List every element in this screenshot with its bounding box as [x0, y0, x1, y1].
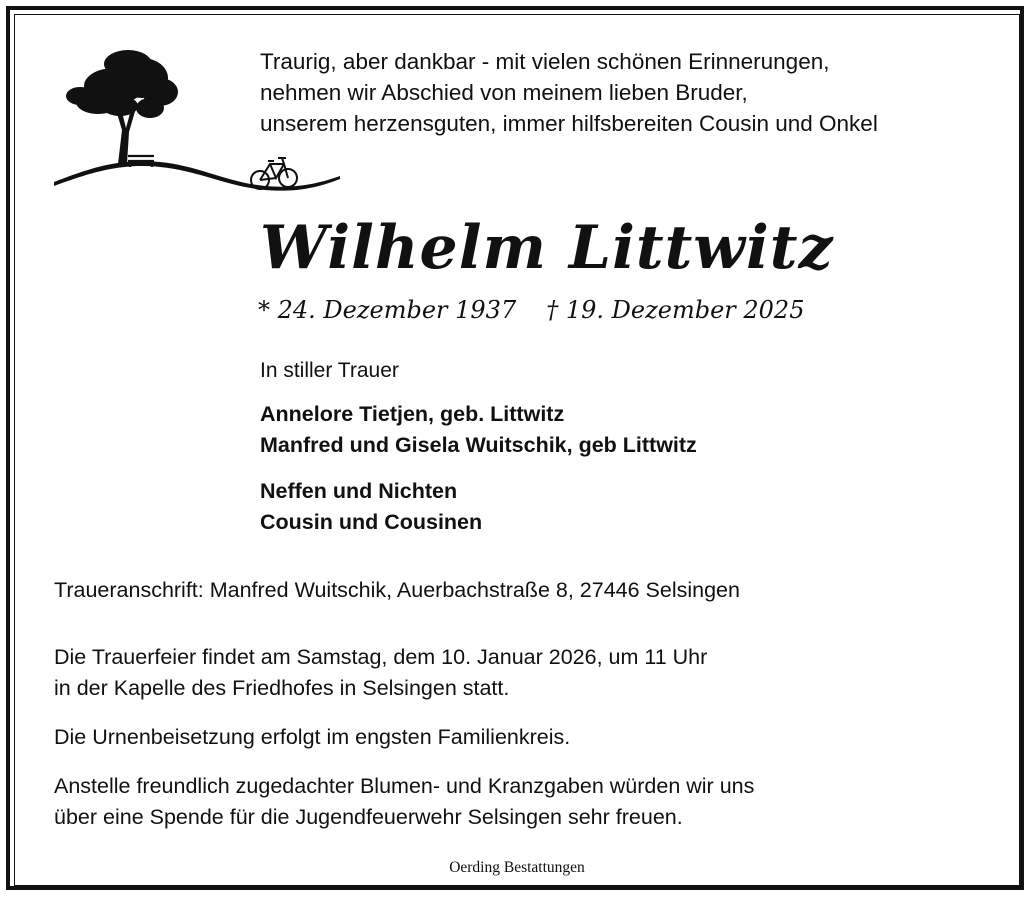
intro-line: unserem herzensguten, immer hilfsbereiten Cousin und Onkel — [260, 111, 878, 136]
mourning-address: Traueranschrift: Manfred Wuitschik, Auerbachstraße 8, 27446 Selsingen — [54, 578, 740, 602]
mourners-family — [260, 399, 697, 461]
burial-note: Die Urnenbeisetzung erfolgt im engsten Familienkreis. — [54, 725, 571, 749]
mourning-label: In stiller Trauer — [260, 359, 399, 382]
intro-text — [260, 46, 878, 139]
funeral-home: Oerding Bestattungen — [449, 859, 585, 876]
mourner-line: Manfred und Gisela Wuitschik, geb Littwitz — [260, 433, 697, 457]
ceremony-info — [54, 642, 707, 704]
intro-line: Traurig, aber dankbar - mit vielen schönen Erinnerungen, — [260, 49, 830, 74]
donation-line: über eine Spende für die Jugendfeuerwehr Selsingen sehr freuen. — [54, 805, 683, 829]
intro-line: nehmen wir Abschied von meinem lieben Bruder, — [260, 80, 748, 105]
mourners-relatives — [260, 476, 482, 538]
ceremony-line: in der Kapelle des Friedhofes in Selsingen statt. — [54, 676, 510, 700]
mourner-line: Neffen und Nichten — [260, 479, 458, 503]
death-date: † 19. Dezember 2025 — [546, 296, 805, 324]
birth-date: * 24. Dezember 1937 — [258, 296, 517, 324]
ceremony-line: Die Trauerfeier findet am Samstag, dem 10. Januar 2026, um 11 Uhr — [54, 645, 708, 669]
mourner-line: Annelore Tietjen, geb. Littwitz — [260, 402, 565, 426]
deceased-name: Wilhelm Littwitz — [260, 213, 834, 283]
donation-line: Anstelle freundlich zugedachter Blumen- und Kranzgaben würden wir uns — [54, 774, 755, 798]
mourner-line: Cousin und Cousinen — [260, 510, 483, 534]
life-dates — [258, 292, 804, 328]
donation-request — [54, 771, 754, 833]
